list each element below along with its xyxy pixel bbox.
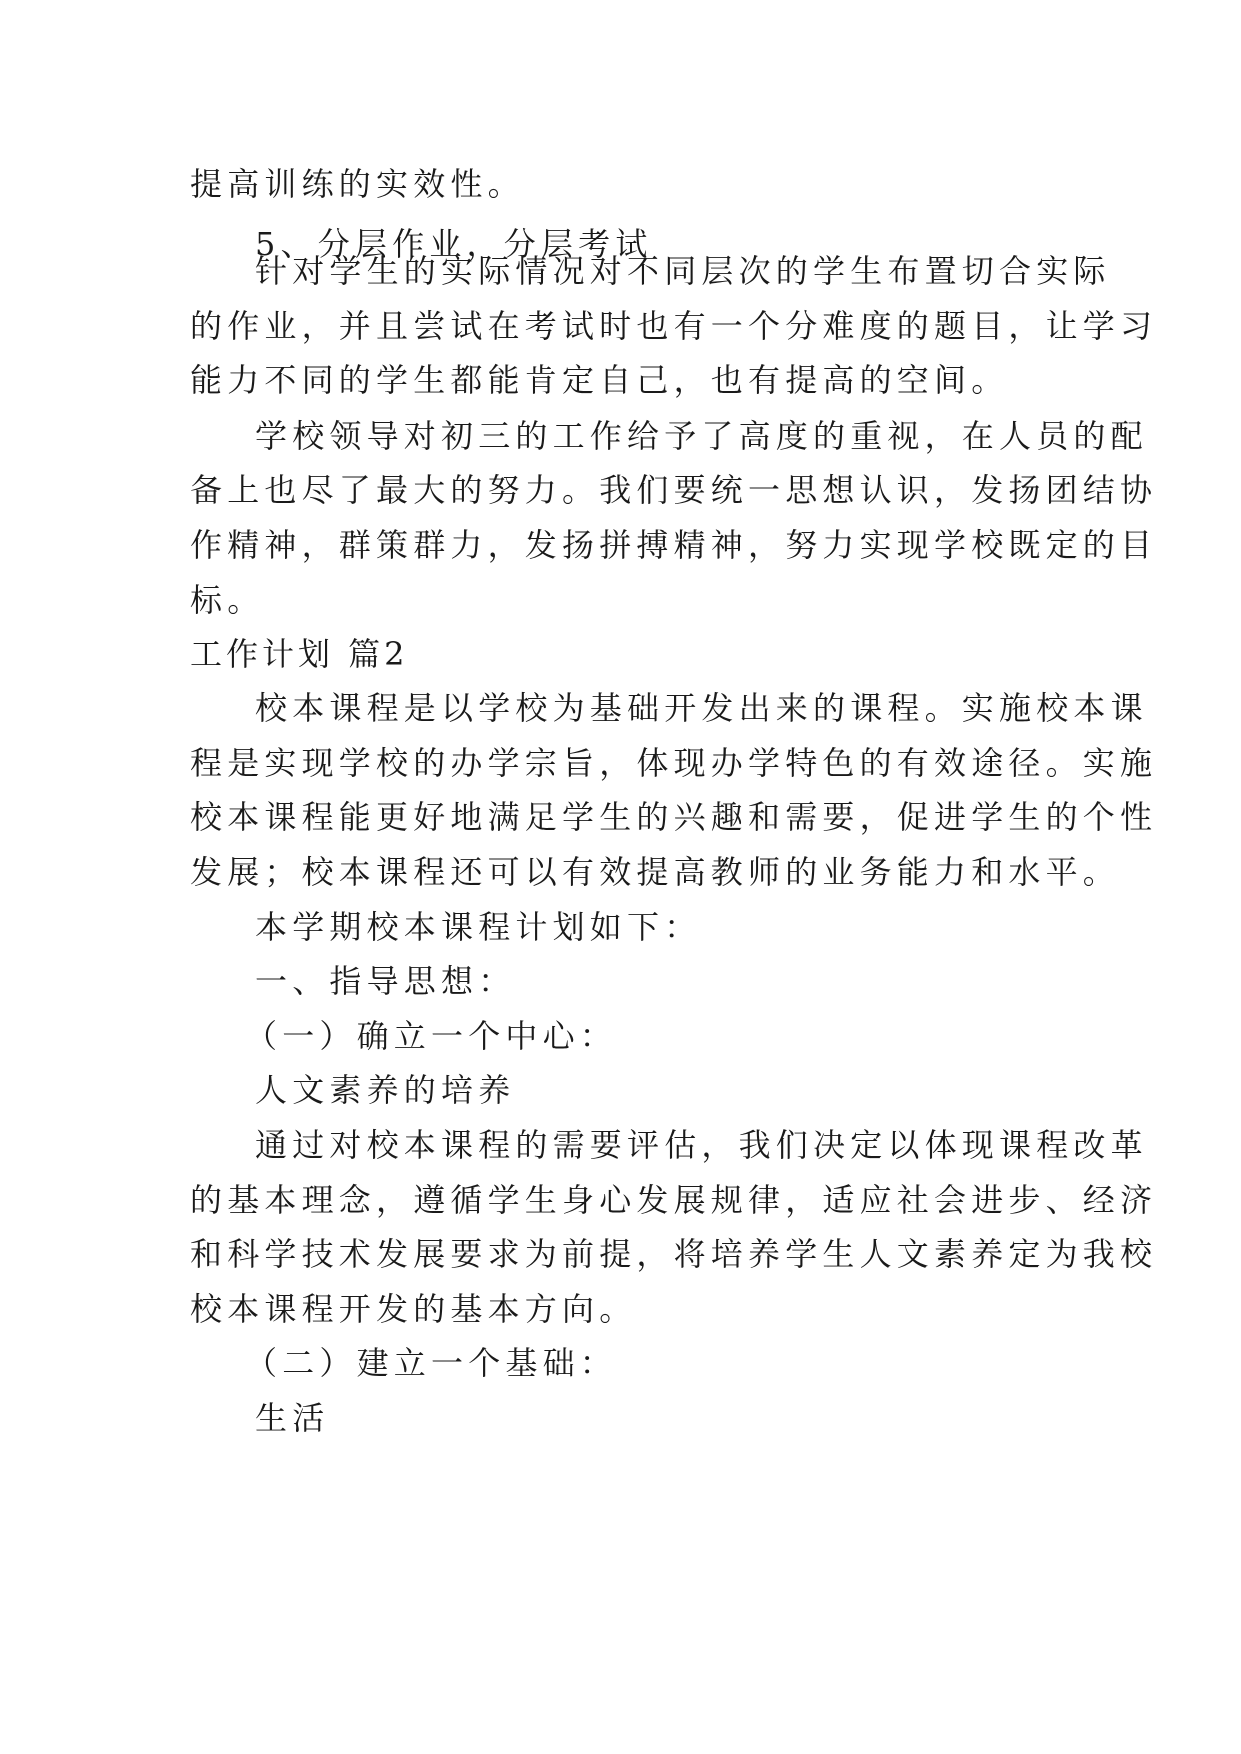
subheading: （二）建立一个基础： [245, 1344, 618, 1382]
subheading: 生活 [255, 1399, 330, 1437]
paragraph-line: 备上也尽了最大的努力。我们要统一思想认识，发扬团结协 [190, 471, 1158, 509]
paragraph-line: 能力不同的学生都能肯定自己，也有提高的空间。 [190, 361, 1009, 399]
paragraph-line: 发展；校本课程还可以有效提高教师的业务能力和水平。 [190, 853, 1121, 891]
paragraph-line: 校本课程能更好地满足学生的兴趣和需要，促进学生的个性 [190, 798, 1158, 836]
paragraph-line: 本学期校本课程计划如下： [255, 908, 702, 946]
subheading: （一）确立一个中心： [245, 1017, 618, 1055]
section-title: 工作计划 篇2 [190, 635, 409, 673]
paragraph-line: 的作业，并且尝试在考试时也有一个分难度的题目，让学习 [190, 307, 1158, 345]
list-item-heading: 5、分层作业，分层考试 [255, 225, 653, 263]
paragraph-line: 校本课程开发的基本方向。 [190, 1290, 637, 1328]
paragraph-line: 作精神，群策群力，发扬拼搏精神，努力实现学校既定的目 [190, 526, 1158, 564]
paragraph-line: 通过对校本课程的需要评估，我们决定以体现课程改革 [255, 1126, 1148, 1164]
subheading: 人文素养的培养 [255, 1071, 516, 1109]
paragraph-line: 提高训练的实效性。 [190, 165, 525, 203]
subheading: 一、指导思想： [255, 962, 516, 1000]
paragraph-line: 标。 [190, 581, 265, 619]
paragraph-line: 和科学技术发展要求为前提，将培养学生人文素养定为我校 [190, 1235, 1158, 1273]
paragraph-line: 学校领导对初三的工作给予了高度的重视，在人员的配 [255, 417, 1148, 455]
paragraph-line: 程是实现学校的办学宗旨，体现办学特色的有效途径。实施 [190, 744, 1158, 782]
paragraph-line: 针对学生的实际情况对不同层次的学生布置切合实际 [255, 252, 1111, 290]
paragraph-line: 的基本理念，遵循学生身心发展规律，适应社会进步、经济 [190, 1181, 1158, 1219]
paragraph-line: 校本课程是以学校为基础开发出来的课程。实施校本课 [255, 689, 1148, 727]
